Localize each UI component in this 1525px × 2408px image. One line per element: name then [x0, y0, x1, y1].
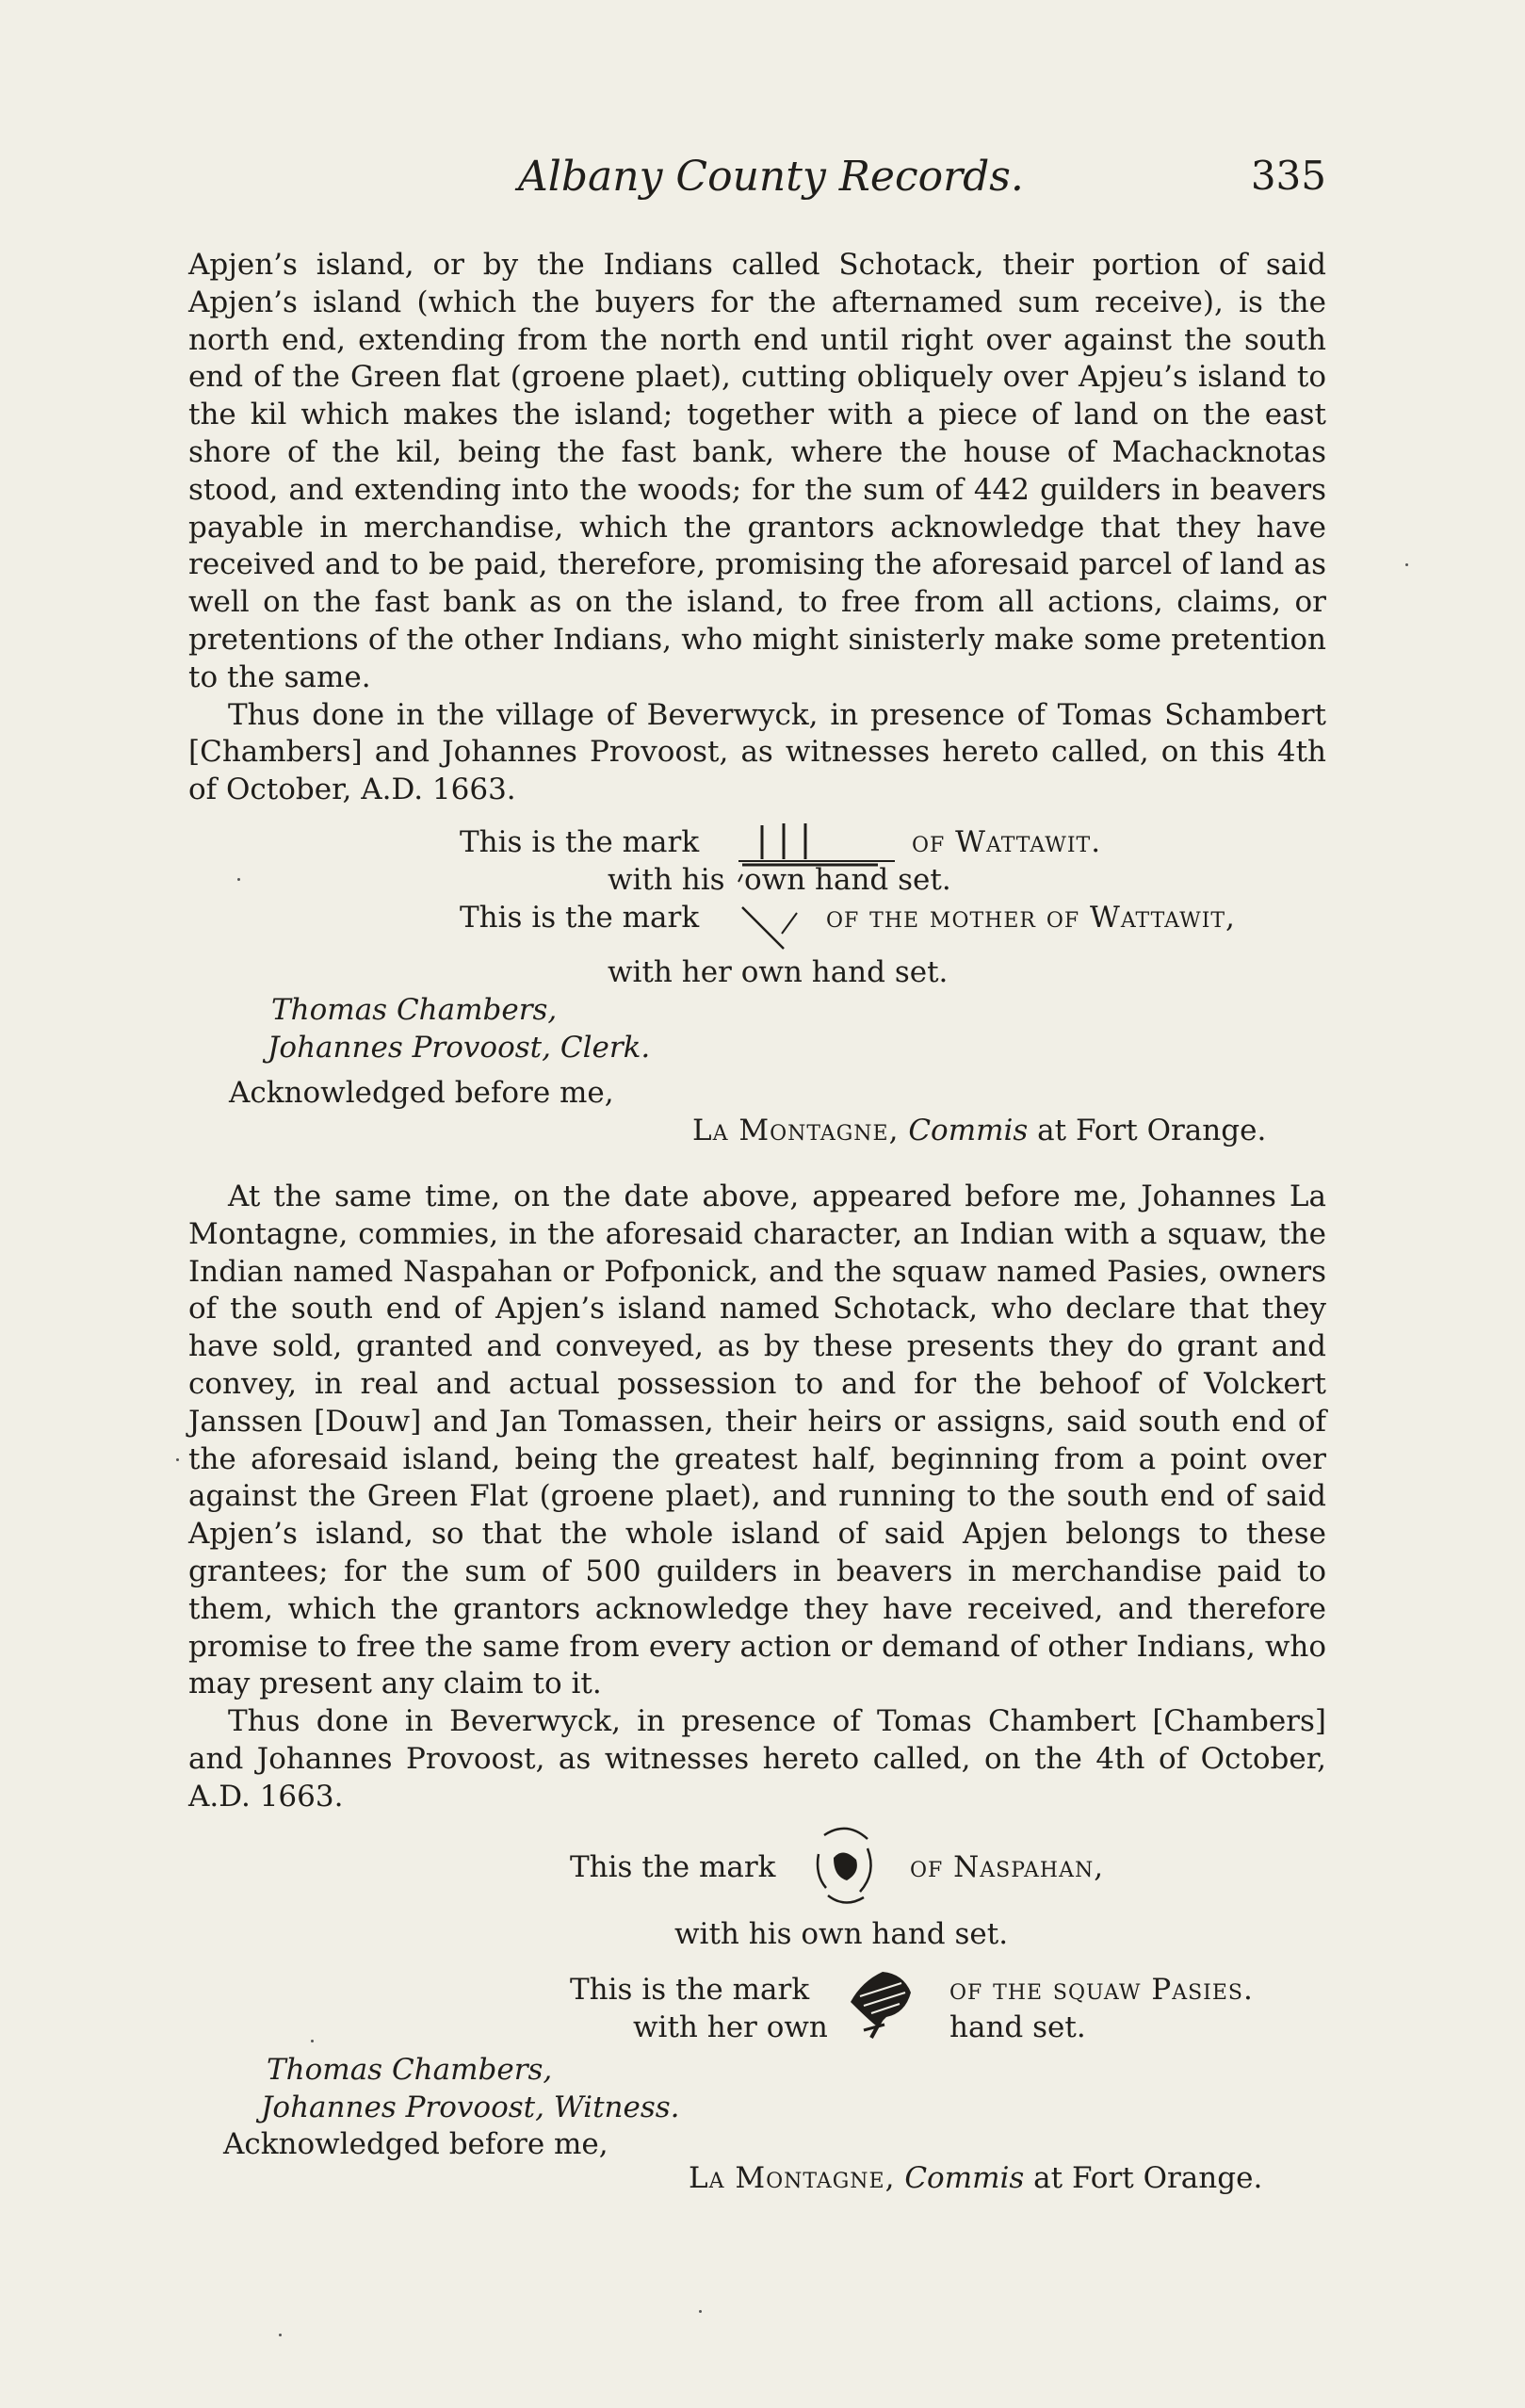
- deed2-mark2-sub-right: hand set.: [949, 2010, 1086, 2044]
- deed1-mark1-prefix: This is the mark: [460, 825, 700, 859]
- deed1-mark2-prefix: This is the mark: [460, 901, 700, 935]
- deed1-mark2-suffix: [826, 901, 1236, 935]
- deed1-witness-2-role: Clerk.: [560, 1031, 651, 1065]
- deed2-official-name: La Montagne,: [689, 2161, 896, 2195]
- deed2-witness-2-role: Witness.: [553, 2091, 680, 2124]
- deed2-official: [689, 2161, 1262, 2195]
- page-number: 335: [1250, 153, 1326, 199]
- paper-speck: [699, 2310, 702, 2313]
- paper-speck: [237, 878, 240, 881]
- deed1-paragraph-2: Thus done in the village of Beverwyck, in presence of Tomas Schambert [Chambers] and Johannes Provoost, as witnesses hereto called, on this 4th of October, A.D. 1663.: [188, 697, 1326, 807]
- deed1-official-place: at Fort Orange.: [1037, 1114, 1267, 1147]
- deed2-paragraph-1: At the same time, on the date above, appeared before me, Johannes La Montagne, commies, in the aforesaid character, an Indian with a squaw, the Indian named Naspahan or Pofponick, and the squaw named Pasies, owners of the south end of Apjen’s island named Schotack, who declare that they have sold, granted and conveyed, as by these presents they do grant and convey, in real and actual possession to and for the behoof of Volckert Janssen [Douw] and Jan Tomassen, their heirs or assigns, said south end of the aforesaid island, being the greatest half, beginning from a point over against the Green Flat (groene plaet), and running to the south end of said Apjen’s island, so that the whole island of said Apjen belongs to these grantees; for the sum of 500 guilders in beavers in merchandise paid to them, which the grantors acknowledge they have received, and therefore promise to free the same from every action or demand of other Indians, who may present any claim to it.: [188, 1180, 1326, 1701]
- deed1-mark2-suffix-text: of the mother of Wattawit,: [826, 901, 1236, 935]
- running-head: [188, 153, 1326, 209]
- deed1-body: [188, 247, 1326, 809]
- deed1-mark1-sub-b: own hand set.: [744, 863, 951, 897]
- deed2-mark2-prefix: This is the mark: [570, 1973, 810, 2007]
- deed2-official-place: at Fort Orange.: [1033, 2161, 1263, 2195]
- deed2-acknowledgement: Acknowledged before me,: [223, 2127, 608, 2161]
- deed2-witness-2: [261, 2091, 680, 2124]
- deed2-mark1-prefix: This the mark: [570, 1850, 776, 1884]
- deed1-mark1-sub-a: with his: [608, 863, 725, 897]
- hatched-blot-mark-icon: [845, 1964, 920, 2044]
- deed1-acknowledgement: Acknowledged before me,: [229, 1076, 614, 1110]
- deed2-mark2-sub-left: with her own: [633, 2010, 828, 2044]
- deed1-paragraph-1: Apjen’s island, or by the Indians called Schotack, their portion of said Apjen’s island (which the buyers for the afternamed sum receive), is the north end, extending from the north end until right over against the south end of the Green flat (groene plaet), cutting obliquely over Apjeu’s island to the kil which makes the island; together with a piece of land on the east shore of the kil, being the fast bank, where the house of Machacknotas stood, and extending into the woods; for the sum of 442 guilders in beavers payable in merchandise, which the grantors acknowledge that they have received and to be paid, therefore, promising the aforesaid parcel of land as well on the fast bank as on the island, to free from all actions, claims, or pretentions of the other Indians, who might sinisterly make some pretention to the same.: [188, 248, 1326, 694]
- deed1-witness-1: Thomas Chambers,: [271, 993, 558, 1027]
- paper-speck: [311, 2040, 314, 2042]
- circled-blot-mark-icon: [805, 1818, 890, 1912]
- running-title: Albany County Records.: [518, 153, 1024, 201]
- deed2-official-title: Commis: [904, 2161, 1025, 2195]
- paper-speck: [279, 2334, 282, 2336]
- deed1-mark2-sub: with her own hand set.: [608, 955, 949, 989]
- deed1-witness-2-name: Johannes Provoost,: [268, 1031, 551, 1065]
- deed1-official-name: La Montagne,: [692, 1114, 900, 1147]
- deed1-witness-2: [268, 1031, 650, 1065]
- deed2-witness-1: Thomas Chambers,: [267, 2053, 553, 2087]
- paper-speck: [1405, 563, 1408, 566]
- deed2-mark1-sub: with his own hand set.: [674, 1917, 1009, 1951]
- diagonal-stroke-mark-icon: [735, 900, 801, 961]
- deed1-official-title: Commis: [908, 1114, 1029, 1147]
- deed2-mark1-suffix: of Naspahan,: [910, 1850, 1105, 1884]
- deed2-paragraph-2: Thus done in Beverwyck, in presence of Tomas Chambert [Chambers] and Johannes Provoost, as witnesses hereto called, on the 4th of October, A.D. 1663.: [188, 1704, 1326, 1814]
- deed1-mark1-suffix: of Wattawit.: [912, 825, 1102, 859]
- paper-speck: [176, 1458, 179, 1461]
- deed2-body: [188, 1179, 1326, 1816]
- deed2-witness-2-name: Johannes Provoost,: [261, 2091, 544, 2124]
- deed2-mark2-suffix: of the squaw Pasies.: [949, 1973, 1254, 2007]
- deed1-official: [692, 1114, 1266, 1147]
